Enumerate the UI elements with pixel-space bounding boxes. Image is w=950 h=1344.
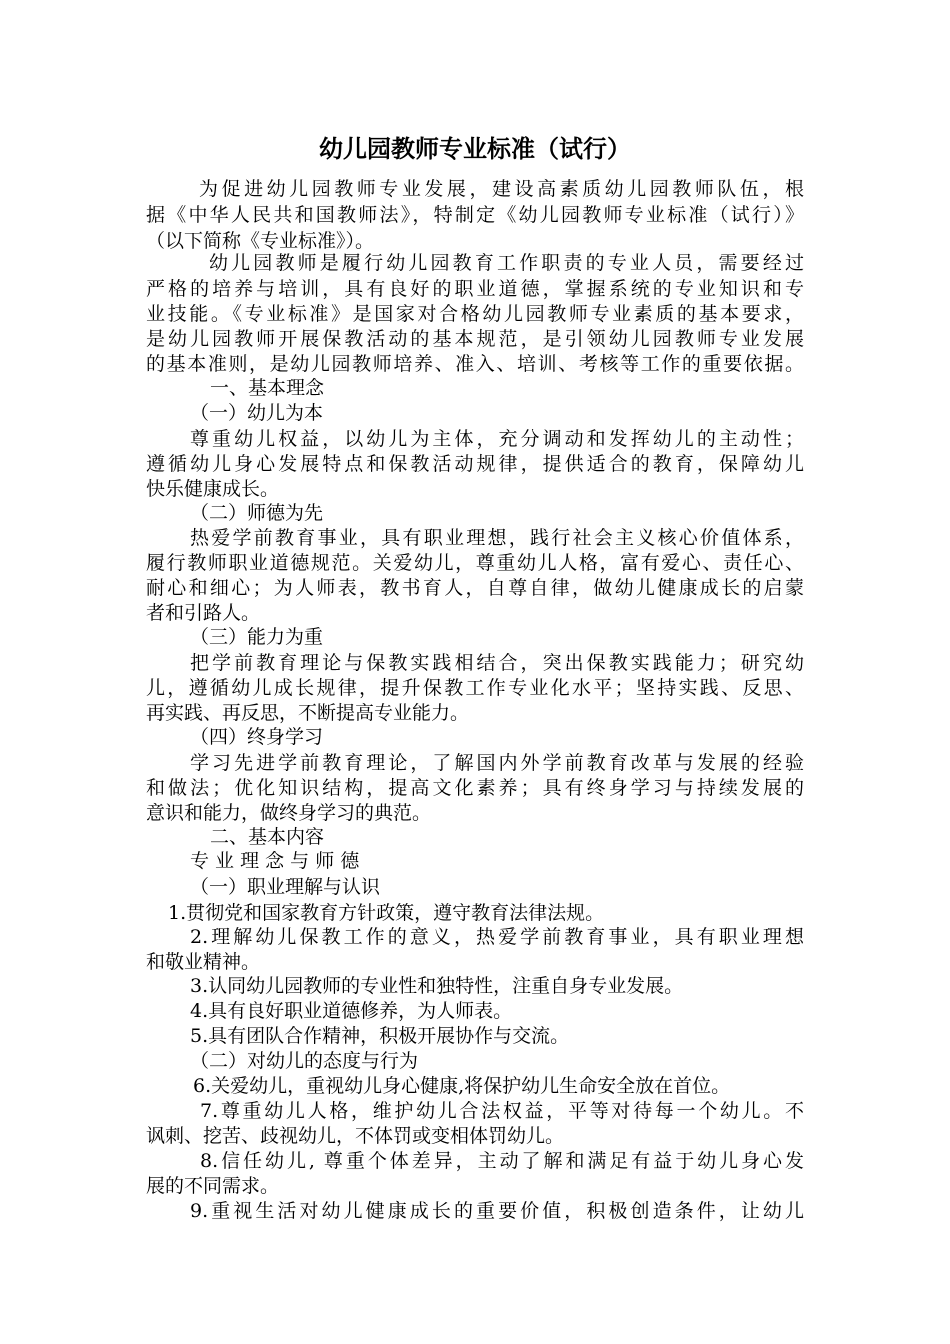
paragraph-line: 把学前教育理论与保教实践相结合，突出保教实践能力；研究幼 bbox=[190, 652, 804, 674]
paragraph-line: 儿，遵循幼儿成长规律，提升保教工作专业化水平；坚持实践、反思、 bbox=[146, 677, 804, 699]
list-item: 3.认同幼儿园教师的专业性和独特性，注重自身专业发展。 bbox=[190, 975, 684, 997]
list-item: 讽刺、挖苦、歧视幼儿，不体罚或变相体罚幼儿。 bbox=[146, 1125, 565, 1147]
list-item: 展的不同需求。 bbox=[146, 1175, 280, 1197]
paragraph-line: 和做法；优化知识结构，提高文化素养；具有终身学习与持续发展的 bbox=[146, 777, 804, 799]
paragraph-line: 履行教师职业道德规范。关爱幼儿，尊重幼儿人格，富有爱心、责任心、 bbox=[146, 552, 804, 574]
paragraph-line: 尊重幼儿权益，以幼儿为主体，充分调动和发挥幼儿的主动性； bbox=[190, 428, 804, 450]
subsection-heading: （四）终身学习 bbox=[190, 726, 324, 748]
paragraph-line: 学习先进学前教育理论，了解国内外学前教育改革与发展的经验 bbox=[190, 752, 804, 774]
paragraph-line: 严格的培养与培训，具有良好的职业道德，掌握系统的专业知识和专 bbox=[146, 278, 804, 300]
subsection-heading: （二）师德为先 bbox=[190, 502, 324, 524]
paragraph-line: 为促进幼儿园教师专业发展，建设高素质幼儿园教师队伍，根 bbox=[199, 178, 804, 200]
list-item: 6.关爱幼儿，重视幼儿身心健康,将保护幼儿生命安全放在首位。 bbox=[193, 1075, 731, 1097]
paragraph-line: 业技能。《专业标准》是国家对合格幼儿园教师专业素质的基本要求， bbox=[146, 303, 804, 325]
section-heading: 二、基本内容 bbox=[210, 826, 325, 848]
list-item: 7.尊重幼儿人格，维护幼儿合法权益，平等对待每一个幼儿。不 bbox=[200, 1100, 804, 1122]
paragraph-line: 遵循幼儿身心发展特点和保教活动规律，提供适合的教育，保障幼儿 bbox=[146, 453, 804, 475]
paragraph-line: 意识和能力，做终身学习的典范。 bbox=[146, 802, 432, 824]
subsection-heading: （一）幼儿为本 bbox=[190, 402, 324, 424]
list-item: 8.信任幼儿, 尊重个体差异，主动了解和满足有益于幼儿身心发 bbox=[200, 1150, 804, 1172]
paragraph-line: 据《中华人民共和国教师法》，特制定《幼儿园教师专业标准（试行）》 bbox=[146, 204, 804, 226]
list-item: 5.具有团队合作精神，积极开展协作与交流。 bbox=[190, 1025, 570, 1047]
list-item: 9.重视生活对幼儿健康成长的重要价值，积极创造条件，让幼儿 bbox=[190, 1200, 804, 1222]
paragraph-line: （以下简称《专业标准》）。 bbox=[146, 230, 375, 252]
list-item: 4.具有良好职业道德修养，为人师表。 bbox=[190, 1000, 513, 1022]
paragraph-line: 幼儿园教师是履行幼儿园教育工作职责的专业人员，需要经过 bbox=[209, 252, 804, 274]
subsection-heading: 专 业 理 念 与 师 德 bbox=[190, 850, 360, 872]
paragraph-line: 耐心和细心；为人师表，教书育人，自尊自律，做幼儿健康成长的启蒙 bbox=[146, 577, 804, 599]
section-heading: 一、基本理念 bbox=[210, 377, 325, 399]
paragraph-line: 再实践、再反思，不断提高专业能力。 bbox=[146, 702, 470, 724]
subsection-heading: （三）能力为重 bbox=[190, 626, 324, 648]
subsection-heading: （二）对幼儿的态度与行为 bbox=[190, 1050, 419, 1072]
document-title: 幼儿园教师专业标准（试行） bbox=[319, 135, 631, 163]
paragraph-line: 快乐健康成长。 bbox=[146, 478, 280, 500]
list-item: 2.理解幼儿保教工作的意义，热爱学前教育事业，具有职业理想 bbox=[190, 926, 804, 948]
subsection-heading: （一）职业理解与认识 bbox=[190, 876, 381, 898]
paragraph-line: 的基本准则，是幼儿园教师培养、准入、培训、考核等工作的重要依据。 bbox=[146, 353, 804, 375]
paragraph-line: 者和引路人。 bbox=[146, 602, 261, 624]
paragraph-line: 是幼儿园教师开展保教活动的基本规范，是引领幼儿园教师专业发展 bbox=[146, 328, 804, 350]
paragraph-line: 热爱学前教育事业，具有职业理想，践行社会主义核心价值体系， bbox=[190, 527, 804, 549]
list-item: 和敬业精神。 bbox=[146, 951, 261, 973]
list-item: 1.贯彻党和国家教育方针政策，遵守教育法律法规。 bbox=[168, 902, 605, 924]
